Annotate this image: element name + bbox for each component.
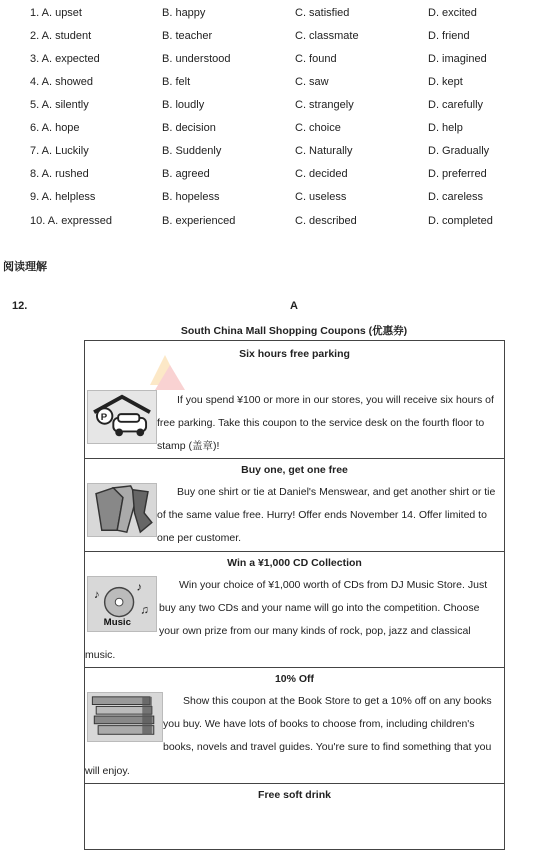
option-c: C. choice	[295, 122, 341, 134]
question-number: 12.	[12, 300, 28, 312]
text-line: free parking. Take this coupon to the service desk on the fourth floor to	[157, 417, 485, 430]
coupon-title: Free soft drink	[258, 789, 331, 801]
option-c: C. strangely	[295, 99, 354, 111]
text-line: one per customer.	[157, 532, 242, 545]
text-line: Show this coupon at the Book Store to get a 10% off on any books	[183, 695, 492, 707]
option-c: C. useless	[295, 191, 347, 203]
coupon-title: 10% Off	[274, 673, 315, 685]
text-line: buy any two CDs and your name will go into the competition. Choose	[159, 602, 480, 615]
option-a: 3. A. expected	[30, 53, 100, 65]
svg-text:♫: ♫	[140, 604, 149, 617]
option-c: C. Naturally	[295, 145, 353, 157]
text-line: Win your choice of ¥1,000 worth of CDs from DJ Music Store. Just	[179, 579, 488, 591]
passage-title: South China Mall Shopping Coupons (优惠券)	[180, 325, 408, 337]
coupon-table	[84, 340, 505, 850]
option-b: B. happy	[162, 7, 206, 19]
question-row	[0, 122, 547, 138]
text-line: of the same value free. Hurry! Offer ends November 14. Offer limited to	[157, 509, 487, 522]
option-c: C. decided	[295, 168, 348, 180]
passage-letter: A	[290, 300, 298, 312]
text-line: your own prize from our many kinds of rock, pop, jazz and classical	[159, 625, 471, 638]
coupon-soft-drink	[85, 783, 504, 852]
option-d: D. excited	[428, 7, 477, 19]
option-a: 4. A. showed	[30, 76, 93, 88]
option-c: C. described	[295, 215, 357, 227]
question-row	[0, 168, 547, 184]
coupon-title: Six hours free parking	[239, 348, 350, 360]
coupon-text	[157, 389, 504, 459]
parking-car-icon	[87, 390, 157, 444]
option-b: B. agreed	[162, 168, 210, 180]
option-c: C. found	[295, 53, 337, 65]
svg-text:♪: ♪	[136, 581, 143, 594]
option-a: 5. A. silently	[30, 99, 89, 111]
coupon-title: Buy one, get one free	[241, 464, 348, 476]
option-d: D. completed	[428, 215, 493, 227]
coupon-text	[157, 481, 504, 551]
coupon-parking	[85, 341, 504, 458]
option-a: 2. A. student	[30, 30, 92, 42]
option-b: B. hopeless	[162, 191, 220, 203]
option-c: C. satisfied	[295, 7, 350, 19]
coupon-text	[85, 574, 504, 667]
question-row	[0, 53, 547, 69]
coupon-books	[85, 667, 504, 784]
text-line: If you spend ¥100 or more in our stores, you will receive six hours of	[177, 394, 494, 406]
option-b: B. decision	[162, 122, 216, 134]
option-b: B. teacher	[162, 30, 213, 42]
question-row	[0, 215, 547, 231]
option-d: D. preferred	[428, 168, 487, 180]
option-a: 8. A. rushed	[30, 168, 89, 180]
option-b: B. felt	[162, 76, 191, 88]
option-a: 6. A. hope	[30, 122, 80, 134]
svg-text:♪: ♪	[94, 589, 100, 602]
option-d: D. kept	[428, 76, 463, 88]
option-d: D. Gradually	[428, 145, 490, 157]
question-row	[0, 145, 547, 161]
coupon-title: Win a ¥1,000 CD Collection	[227, 557, 362, 569]
text-line: you buy. We have lots of books to choose from, including children's	[163, 718, 475, 731]
question-row	[0, 191, 547, 207]
option-b: B. Suddenly	[162, 145, 222, 157]
shirt-tie-icon	[87, 483, 157, 537]
question-row	[0, 76, 547, 92]
option-d: D. help	[428, 122, 463, 134]
option-d: D. carefully	[428, 99, 484, 111]
question-row	[0, 7, 547, 23]
section-title: 阅读理解	[3, 261, 47, 273]
option-d: D. imagined	[428, 53, 487, 65]
option-a: 9. A. helpless	[30, 191, 96, 203]
text-line: will enjoy.	[85, 764, 130, 777]
text-line: books, novels and travel guides. You're sure to find something that you	[163, 741, 492, 754]
text-line: Buy one shirt or tie at Daniel's Menswear, and get another shirt or tie	[177, 486, 496, 498]
coupon-text	[85, 690, 504, 783]
option-d: D. careless	[428, 191, 484, 203]
option-a: 10. A. expressed	[30, 215, 112, 227]
coupon-menswear	[85, 458, 504, 552]
question-row	[0, 99, 547, 115]
svg-text:P: P	[100, 411, 108, 423]
option-b: B. experienced	[162, 215, 236, 227]
coupon-cd	[85, 551, 504, 668]
option-a: 7. A. Luckily	[30, 145, 89, 157]
question-row	[0, 30, 547, 46]
option-d: D. friend	[428, 30, 470, 42]
option-b: B. understood	[162, 53, 231, 65]
text-line: music.	[85, 648, 116, 661]
music-label: Music	[103, 617, 131, 629]
text-line: stamp (盖章)!	[157, 440, 220, 453]
option-c: C. saw	[295, 76, 329, 88]
option-c: C. classmate	[295, 30, 359, 42]
option-a: 1. A. upset	[30, 7, 82, 19]
option-b: B. loudly	[162, 99, 205, 111]
